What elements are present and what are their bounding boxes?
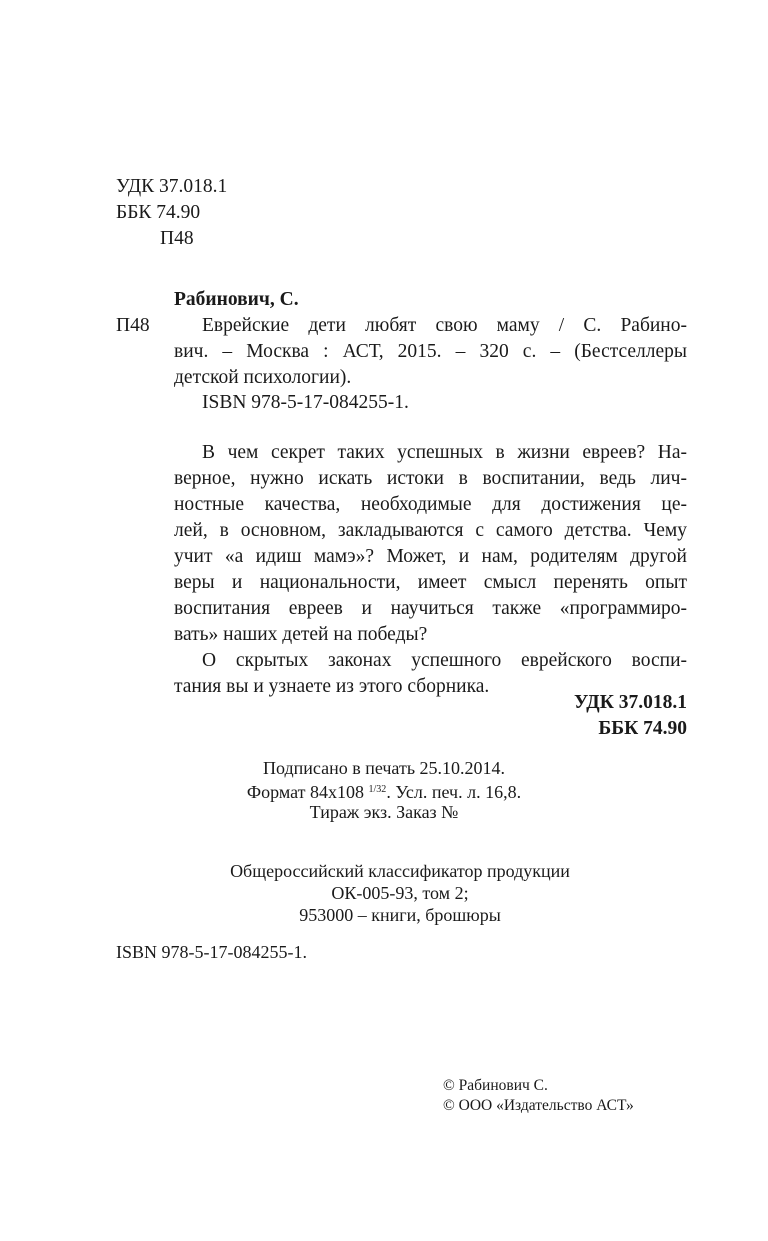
annotation-line: В чем секрет таких успешных в жизни евреев? На-: [202, 442, 687, 463]
format-prefix: Формат 84x108: [246, 782, 369, 802]
author-mark: П48: [160, 228, 194, 249]
record-author: Рабинович, С.: [174, 289, 299, 310]
udk-code-bottom: УДК 37.018.1: [573, 692, 687, 713]
isbn-bottom: ISBN 978-5-17-084255-1.: [116, 942, 307, 962]
classification-block-top: [116, 174, 227, 252]
print-imprint: [0, 757, 768, 823]
record-isbn: ISBN 978-5-17-084255-1.: [202, 392, 409, 413]
format-suffix: . Усл. печ. л. 16,8.: [386, 782, 522, 802]
description-line: вич. – Москва : АСТ, 2015. – 320 с. – (Бестселлеры: [174, 341, 687, 362]
bbk-code-bottom: ББК 74.90: [598, 718, 687, 739]
circulation-line: Тираж экз. Заказ №: [309, 802, 459, 822]
product-classifier: [0, 860, 768, 926]
classifier-line: 953000 – книги, брошюры: [299, 905, 501, 925]
description-line: детской психологии).: [174, 367, 352, 388]
signed-to-print: Подписано в печать 25.10.2014.: [262, 758, 506, 778]
format-fraction: 1/32: [368, 784, 387, 795]
format-line: [0, 779, 768, 801]
annotation-line: учит «а идиш мамэ»? Может, и нам, родителям другой: [174, 546, 687, 567]
annotation-line: вать» наших детей на победы?: [174, 624, 428, 645]
bbk-code: ББК 74.90: [116, 202, 201, 223]
classifier-line: Общероссийский классификатор продукции: [230, 861, 570, 881]
record-author-mark: П48: [116, 315, 150, 336]
classifier-line: ОК-005-93, том 2;: [331, 883, 469, 903]
annotation-line: воспитания евреев и научиться также «программиро-: [174, 598, 687, 619]
copyright-publisher: © ООО «Издательство АСТ»: [443, 1097, 634, 1114]
bibliographic-description: [174, 313, 687, 391]
copyright-author: © Рабинович С.: [443, 1077, 548, 1094]
copyright-block: [443, 1076, 634, 1116]
udk-code: УДК 37.018.1: [116, 176, 228, 197]
classification-block-bottom: [574, 690, 687, 742]
annotation-line: ностные качества, необходимые для достижения це-: [174, 494, 687, 515]
annotation: [174, 440, 687, 700]
annotation-line: верное, нужно искать истоки в воспитании, ведь лич-: [174, 468, 687, 489]
annotation-line: О скрытых законах успешного еврейского воспи-: [202, 650, 687, 671]
description-line: Еврейские дети любят свою маму / С. Рабино-: [202, 315, 687, 336]
annotation-line: веры и национальности, имеет смысл перенять опыт: [174, 572, 687, 593]
annotation-line: тания вы и узнаете из этого сборника.: [174, 676, 490, 697]
annotation-line: лей, в основном, закладываются с самого детства. Чему: [174, 520, 687, 541]
